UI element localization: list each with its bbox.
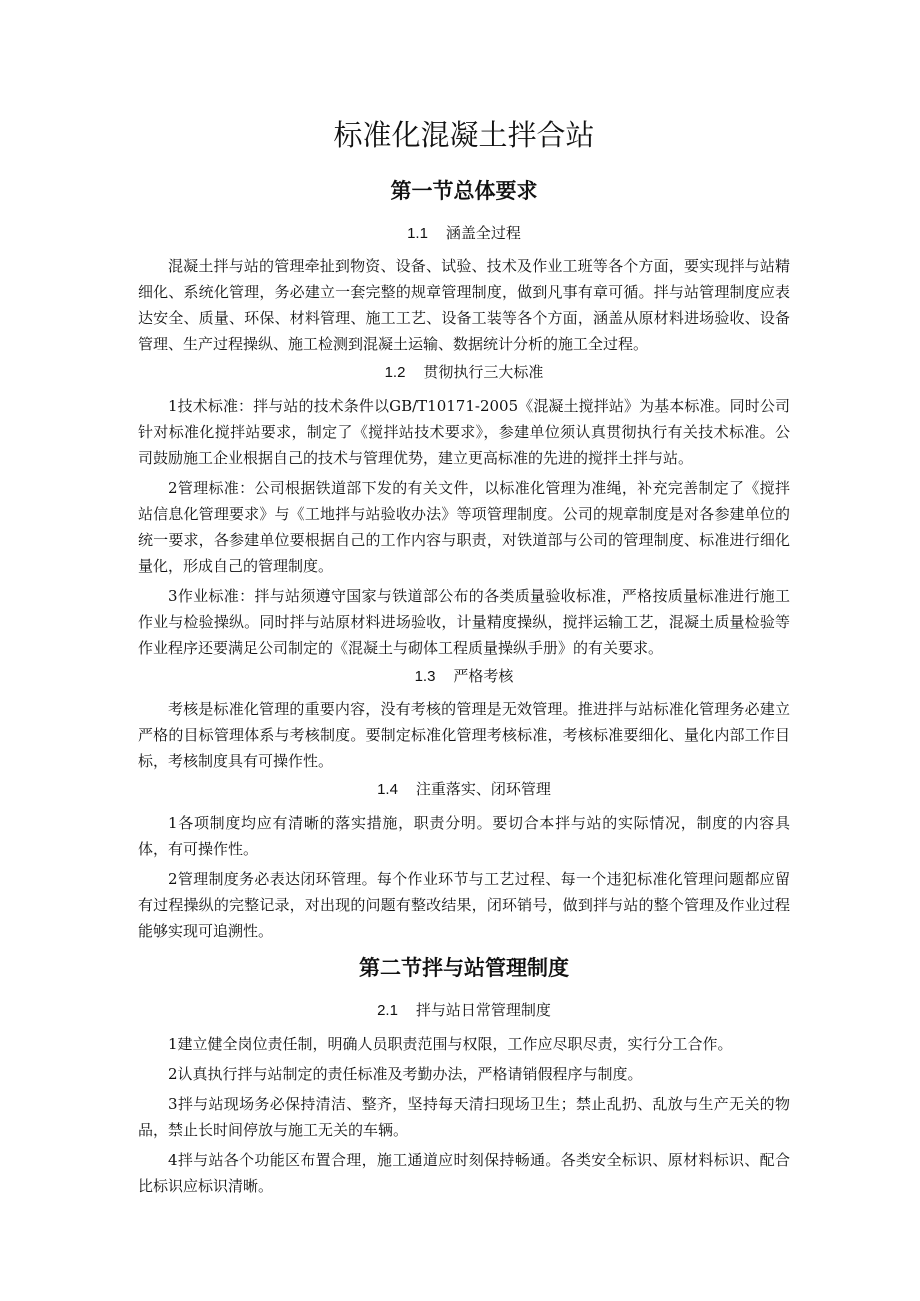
subsection-number: 1.4 xyxy=(377,781,398,799)
subsection-title: 涵盖全过程 xyxy=(445,223,521,242)
paragraph: 1各项制度均应有清晰的落实措施，职责分明。要切合本拌与站的实际情况，制度的内容具体，有可操作性。 xyxy=(138,813,790,858)
subsection-number: 1.1 xyxy=(407,224,428,242)
subsection-heading xyxy=(138,778,790,802)
paragraph: 3作业标准：拌与站须遵守国家与铁道部公布的各类质量验收标准，严格按质量标准进行施工作业与检验操纵。同时拌与站原材料进场验收，计量精度操纵，搅拌运输工艺，混凝土质量检验等作业程序还要满足公司制定的《混凝土与砌体工程质量操纵手册》的有关要求。 xyxy=(138,586,790,657)
paragraph: 混凝土拌与站的管理牵扯到物资、设备、试验、技术及作业工班等各个方面，要实现拌与站精细化、系统化管理，务必建立一套完整的规章管理制度，做到凡事有章可循。拌与站管理制度应表达安全、质量、环保、材料管理、施工工艺、设备工装等各个方面，涵盖从原材料进场验收、设备管理、生产过程操纵、施工检测到混凝土运输、数据统计分析的施工全过程。 xyxy=(138,257,790,354)
paragraph: 4拌与站各个功能区布置合理，施工通道应时刻保持畅通。各类安全标识、原材料标识、配合比标识应标识清晰。 xyxy=(138,1150,790,1195)
subsection-title: 贯彻执行三大标准 xyxy=(423,363,544,382)
subsection-title: 拌与站日常管理制度 xyxy=(415,1001,551,1020)
document-title: 标准化混凝土拌合站 xyxy=(333,118,595,152)
subsection-title: 注重落实、闭环管理 xyxy=(415,780,551,799)
subsection-heading xyxy=(138,222,790,246)
document-body xyxy=(138,118,790,1203)
section-heading: 第二节拌与站管理制度 xyxy=(359,955,569,980)
paragraph: 2管理标准：公司根据铁道部下发的有关文件，以标准化管理为准绳，补充完善制定了《搅拌站信息化管理要求》与《工地拌与站验收办法》等项管理制度。公司的规章制度是对各参建单位的统一要求，各参建单位要根据自己的工作内容与职责，对铁道部与公司的管理制度、标准进行细化量化，形成自己的管理制度。 xyxy=(138,478,790,575)
subsection-heading xyxy=(138,361,790,385)
paragraph: 2认真执行拌与站制定的责任标准及考勤办法，严格请销假程序与制度。 xyxy=(168,1064,643,1083)
paragraph: 3拌与站现场务必保持清洁、整齐，坚持每天清扫现场卫生；禁止乱扔、乱放与生产无关的物品，禁止长时间停放与施工无关的车辆。 xyxy=(138,1094,790,1139)
paragraph: 2管理制度务必表达闭环管理。每个作业环节与工艺过程、每一个违犯标准化管理问题都应留有过程操纵的完整记录，对出现的问题有整改结果，闭环销号，做到拌与站的整个管理及作业过程能够实现可追溯性。 xyxy=(138,869,790,940)
section-heading: 第一节总体要求 xyxy=(390,178,538,203)
subsection-title: 严格考核 xyxy=(453,666,514,685)
paragraph: 1技术标准：拌与站的技术条件以GB/T10171-2005《混凝土搅拌站》为基本标准。同时公司针对标准化搅拌站要求，制定了《搅拌站技术要求》，参建单位须认真贯彻执行有关技术标准。公司鼓励施工企业根据自己的技术与管理优势，建立更高标准的先进的搅拌土拌与站。 xyxy=(138,396,790,467)
subsection-heading xyxy=(138,665,790,689)
paragraph: 考核是标准化管理的重要内容，没有考核的管理是无效管理。推进拌与站标准化管理务必建立严格的目标管理体系与考核制度。要制定标准化管理考核标准，考核标准要细化、量化内部工作目标，考核制度具有可操作性。 xyxy=(138,700,790,771)
subsection-heading xyxy=(138,999,790,1023)
subsection-number: 1.2 xyxy=(384,364,406,382)
paragraph: 1建立健全岗位责任制，明确人员职责范围与权限，工作应尽职尽责，实行分工合作。 xyxy=(168,1034,733,1053)
subsection-number: 1.3 xyxy=(414,667,436,685)
subsection-number: 2.1 xyxy=(377,1002,398,1020)
